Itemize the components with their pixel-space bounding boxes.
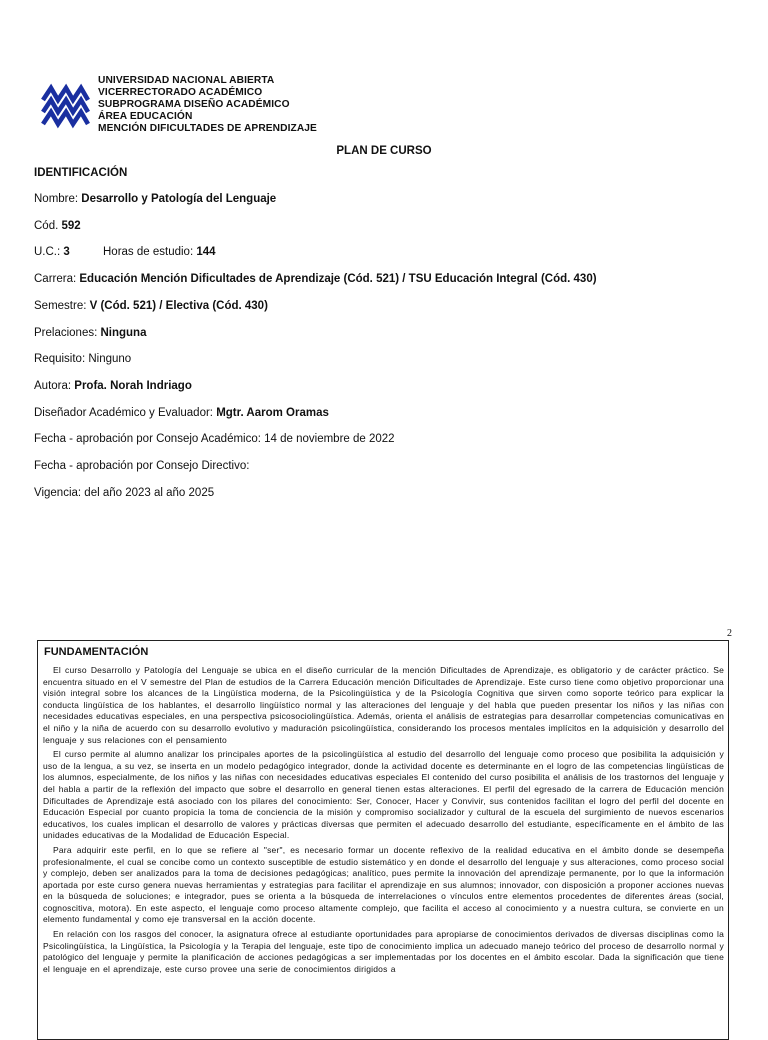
autora-value: Profa. Norah Indriago (74, 380, 192, 392)
header-subprograma: SUBPROGRAMA DISEÑO ACADÉMICO (98, 99, 290, 110)
semestre-value: V (Cód. 521) / Electiva (Cód. 430) (89, 300, 268, 312)
prelaciones-value: Ninguna (100, 327, 147, 339)
header-university: UNIVERSIDAD NACIONAL ABIERTA (98, 75, 275, 86)
cod-label: Cód. (34, 220, 62, 232)
horas-value: 144 (196, 246, 216, 258)
una-logo (40, 83, 92, 129)
fundamentacion-paragraph-2: El curso permite al alumno analizar los principales aportes de la psicolingüística al estudio del desarrollo del lenguaje como proceso que posibilita la adquisición y uso de la lengua, a su vez, se inserta en un modelo pedagógico integrador, donde la actividad docente es determinante en el logro de las competencias lingüísticas de los alumnos, especialmente, de los niños y las niñas con necesidades educativas especiales El contenido del curso posibilita el análisis de los trastornos del lenguaje y del habla a partir de la reflexión del impacto que sobre el desarrollo en general tienen estas alteraciones. El perfil del egresado de la carrera de Educación mención Dificultades de Aprendizaje está asociado con los pilares del conocimiento: Ser, Conocer, Hacer y Convivir, sus contenidos facilitan el logro del perfil del docente en Educación Especial por cuanto propicia la toma de conciencia de la misión y compromiso socializador y cultural de la escuela del surgimiento de nuevos escenarios educativos, los cuales implican el desarrollo de valores y prácticas diversas que permiten el adecuado desarrollo del estudiante, específicamente en el ámbito de las unidades educativas de la Modalidad de Educación Especial. (43, 749, 724, 841)
autora-label: Autora: (34, 380, 75, 392)
fundamentacion-paragraph-4: En relación con los rasgos del conocer, la asignatura ofrece al estudiante oportunidades para apropiarse de conocimientos derivados de diversas disciplinas como la Psicolingüística, la Lingüística, la Psicología y la Terapia del lenguaje, este tipo de conocimiento implica un adecuado manejo teórico del proceso de desarrollo normal y patológico del lenguaje y permite la planificación de acciones pedagógicas a ser implementadas por los docentes en el ámbito escolar. Dada la significación que tiene el lenguaje en el aprendizaje, este curso provee una serie de conocimientos dirigidos a (43, 929, 724, 974)
field-disenador (34, 407, 329, 419)
semestre-label: Semestre: (34, 300, 90, 312)
plan-title: PLAN DE CURSO (336, 145, 432, 157)
carrera-label: Carrera: (34, 273, 80, 285)
logo-wave-3 (43, 112, 88, 124)
nombre-value: Desarrollo y Patología del Lenguaje (81, 193, 277, 205)
fundamentacion-paragraph-3: Para adquirir este perfil, en lo que se refiere al "ser", es necesario formar un docente reflexivo de la realidad educativa en el ámbito donde se desempeña profesionalmente, el cual se concibe como un contexto susceptible de estudio sistemático y en donde el desarrollo del lenguaje y sus alteraciones, como proceso social y complejo, deben ser analizados para la toma de decisiones pedagógicas; analítico, pues permite la innovación del aprendizaje permanente, por lo que la información aportada por este curso genera nuevas herramientas y estrategias para facilitar el aprendizaje en sus alumnos; innovador, con disposición a proponer acciones nuevas en la búsqueda de soluciones; e integrador, pues se orienta a la búsqueda de interrelaciones o vínculos entre elementos procedentes de diferentes áreas (social, cognoscitiva, motora). En este aspecto, el lenguaje como proceso altamente complejo, que facilita el acceso al conocimiento y a nuestra cultura, se convierte en un elemento fundamental y como eje transversal en la acción docente. (43, 844, 724, 925)
uc-label: U.C.: (34, 246, 64, 258)
disenador-label: Diseñador Académico y Evaluador: (34, 407, 217, 419)
cod-value: 592 (61, 220, 81, 232)
field-semestre (34, 300, 268, 312)
fundamentacion-paragraph-1: El curso Desarrollo y Patología del Lenguaje se ubica en el diseño curricular de la mención Dificultades de Aprendizaje, es obligatorio y de carácter práctico. Se encuentra situado en el V semestre del Plan de estudios de la Carrera Educación mención Dificultades de Aprendizaje. Este curso tiene como objetivo proporcionar una visión integral sobre los alcances de la Lingüística moderna, de la Psicolingüística y de la Psicología Cognitiva que sirven como soporte teórico para explicar la conducta lingüística de los hablantes, el desarrollo lingüístico normal y las alteraciones del lenguaje y del habla que pueden presentar los niños y las niñas con necesidades educativas especiales, en una perspectiva psicosociolingüística. Además, orienta el análisis de estrategias para desarrollar competencias comunicativas en el niño y la niña de acuerdo con su desarrollo evolutivo y maduración psicolingüística, considerando los procesos mentales implícitos en la adquisición y desarrollo del lenguaje y sus relaciones con el pensamiento (43, 665, 724, 745)
field-horas (103, 246, 216, 258)
prelaciones-label: Prelaciones: (34, 327, 101, 339)
uc-value: 3 (63, 246, 70, 258)
field-vigencia: Vigencia: del año 2023 al año 2025 (34, 487, 215, 499)
fundamentacion-heading: FUNDAMENTACIÓN (44, 646, 149, 658)
disenador-value: Mgtr. Aarom Oramas (216, 407, 329, 419)
field-cod (34, 220, 81, 232)
page-number: 2 (727, 628, 732, 639)
field-fecha-directivo: Fecha - aprobación por Consejo Directivo: (34, 460, 250, 472)
field-prelaciones (34, 327, 146, 339)
field-uc (34, 246, 70, 258)
header-mencion: MENCIÓN DIFICULTADES DE APRENDIZAJE (98, 123, 317, 134)
horas-label: Horas de estudio: (103, 246, 197, 258)
header-vicerrectorado: VICERRECTORADO ACADÉMICO (98, 87, 263, 98)
fundamentacion-box (37, 640, 729, 1040)
header-area: ÁREA EDUCACIÓN (98, 111, 193, 122)
nombre-label: Nombre: (34, 193, 82, 205)
field-nombre (34, 193, 276, 205)
field-fecha-academico: Fecha - aprobación por Consejo Académico: 14 de noviembre de 2022 (34, 433, 395, 445)
carrera-value: Educación Mención Dificultades de Aprendizaje (Cód. 521) / TSU Educación Integral (Cód. 430) (79, 273, 597, 285)
field-requisito: Requisito: Ninguno (34, 353, 132, 365)
field-carrera (34, 273, 597, 285)
identificacion-heading: IDENTIFICACIÓN (34, 167, 128, 179)
field-autora (34, 380, 192, 392)
